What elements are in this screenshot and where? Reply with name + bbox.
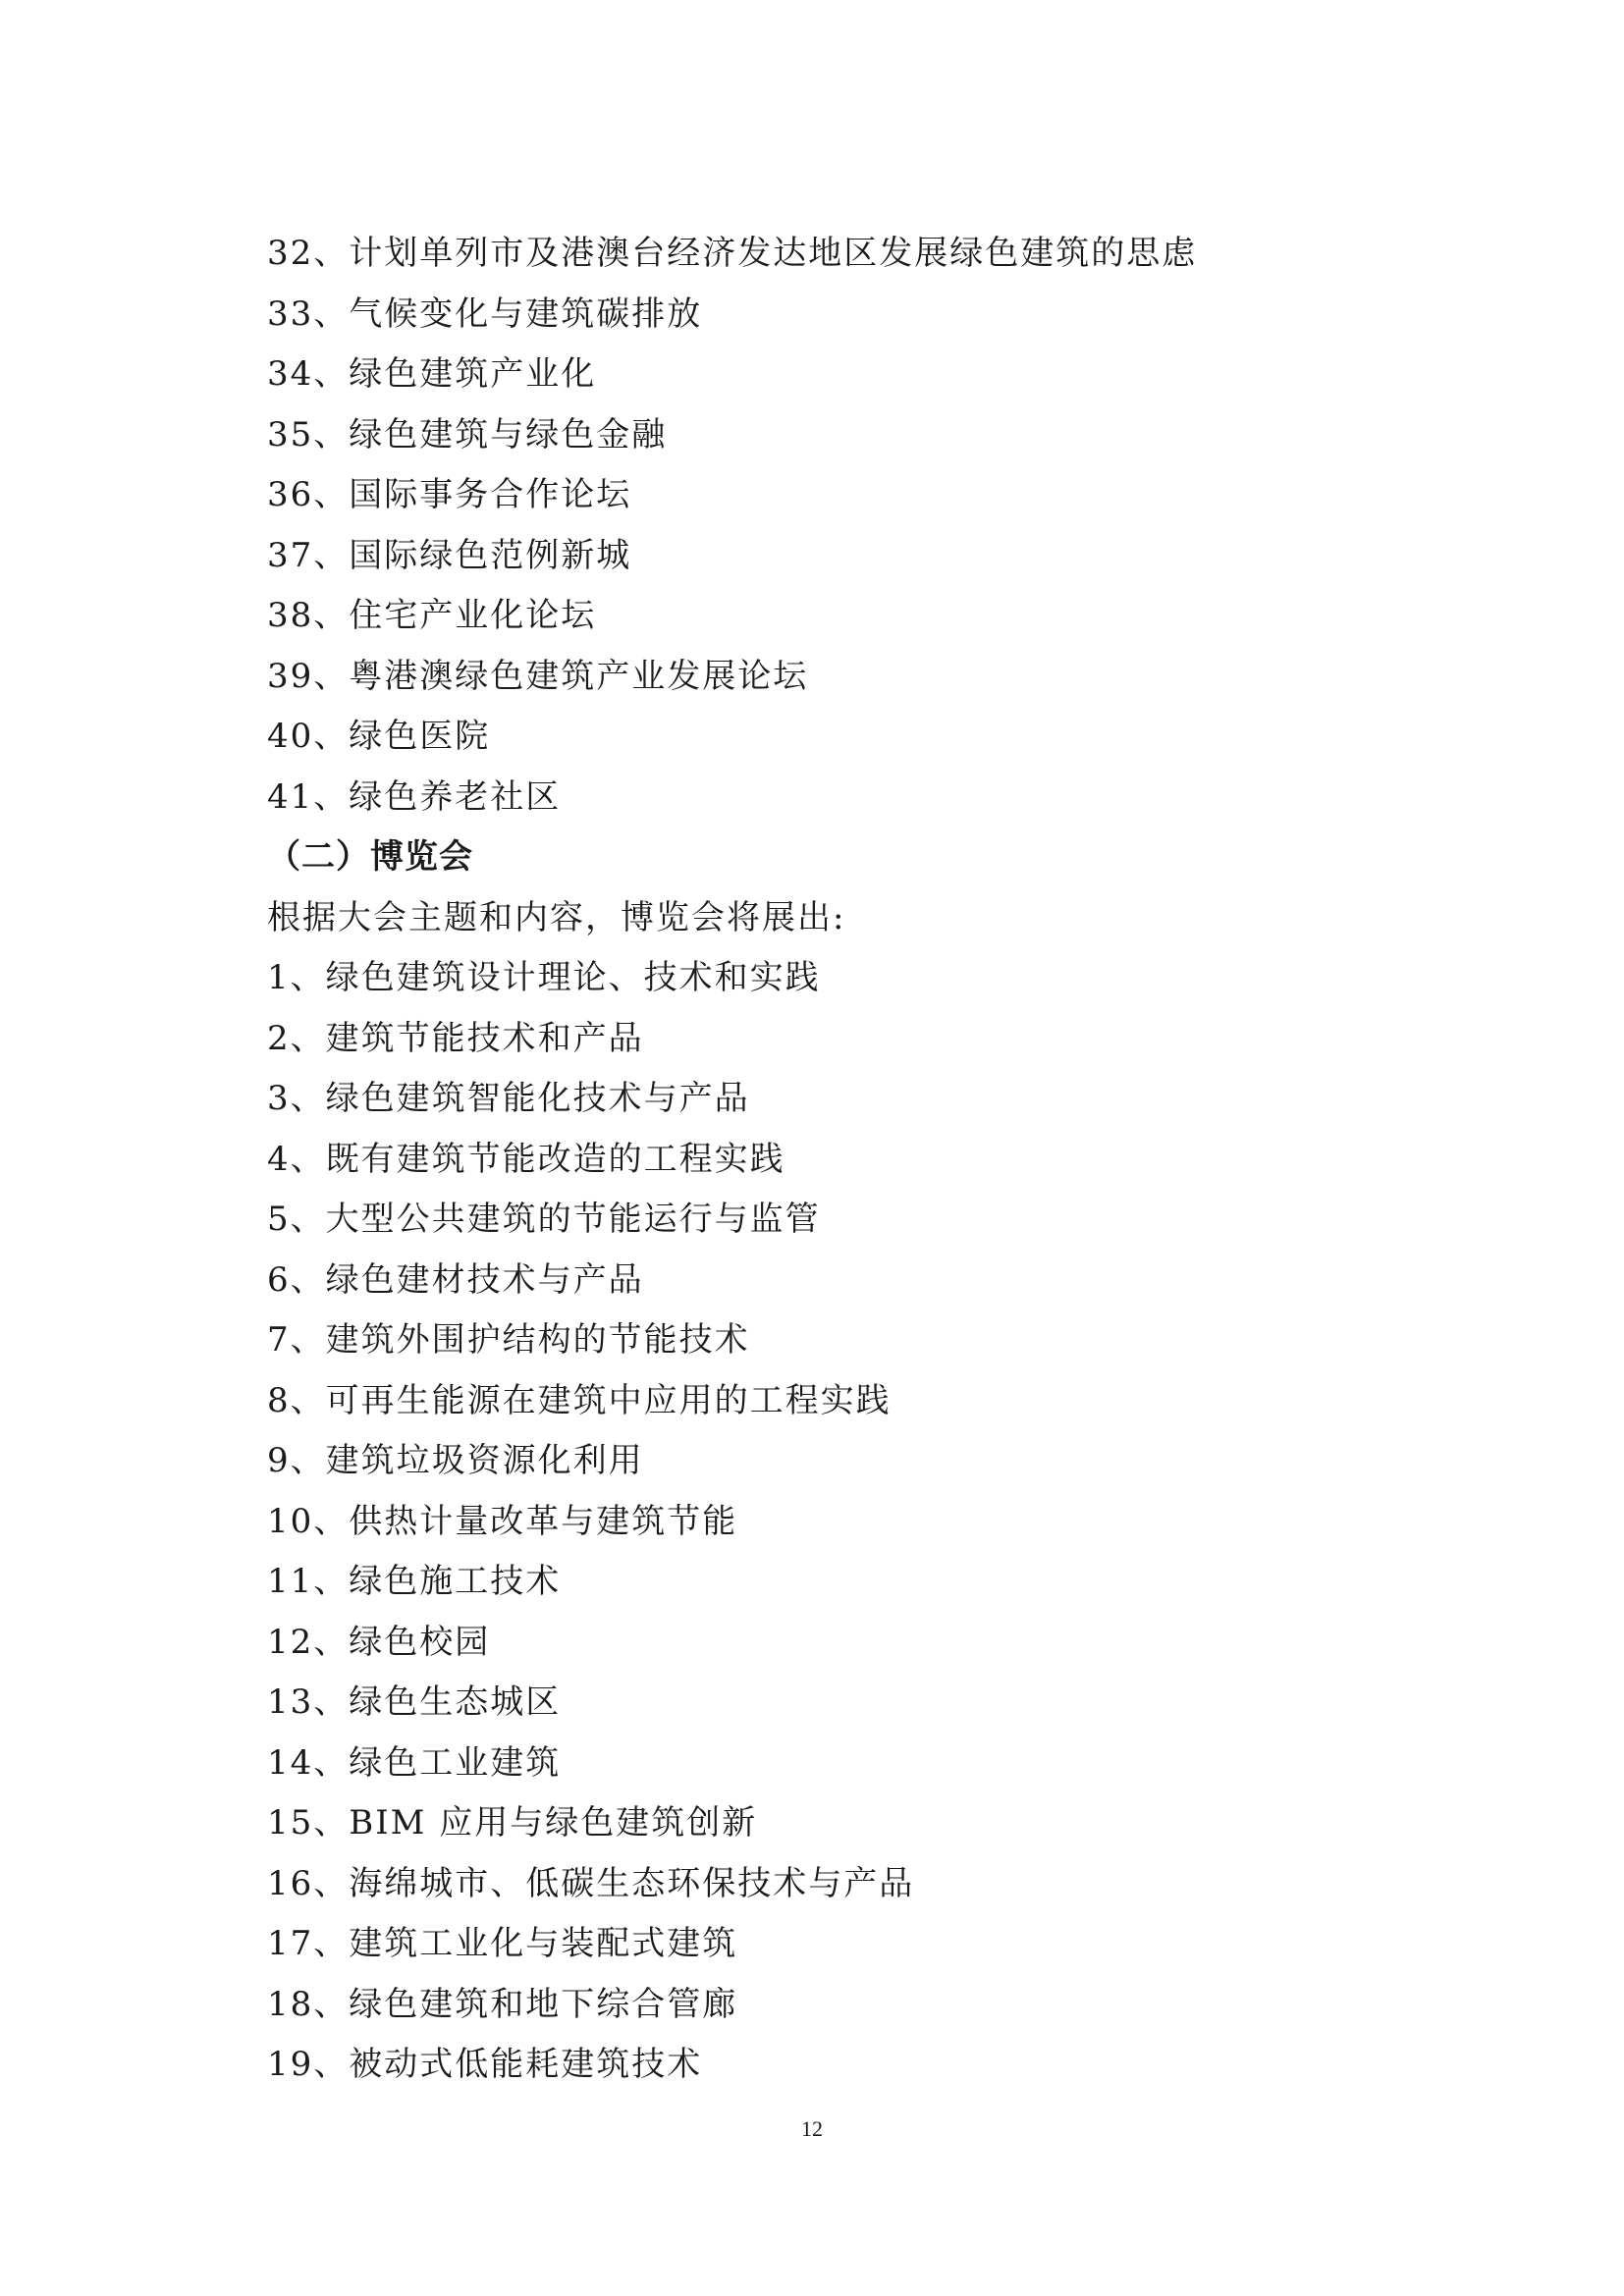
exhibition-list: [267, 948, 1377, 2096]
list-item: 6、绿色建材技术与产品: [267, 1259, 644, 1300]
list-item: 5、大型公共建筑的节能运行与监管: [267, 1200, 821, 1239]
list-item: 16、海绵城市、低碳生态环保技术与产品: [267, 1863, 915, 1903]
page-number: 12: [801, 2116, 823, 2141]
list-item: 19、被动式低能耗建筑技术: [267, 2045, 703, 2084]
list-item: 3、绿色建筑智能化技术与产品: [267, 1079, 750, 1118]
list-item: 35、绿色建筑与绿色金融: [267, 414, 668, 454]
section-heading: （二）博览会: [267, 837, 473, 877]
list-item: 4、既有建筑节能改造的工程实践: [267, 1139, 785, 1179]
list-item: 11、绿色施工技术: [267, 1562, 562, 1601]
list-item: 34、绿色建筑产业化: [267, 354, 597, 394]
list-item: 32、计划单列市及港澳台经济发达地区发展绿色建筑的思虑: [267, 234, 1198, 273]
list-item: 2、建筑节能技术和产品: [267, 1018, 644, 1058]
list-item: 36、国际事务合作论坛: [267, 475, 632, 514]
list-item: 13、绿色生态城区: [267, 1682, 562, 1722]
list-item: 8、可再生能源在建筑中应用的工程实践: [267, 1380, 892, 1420]
forum-list: [267, 224, 1377, 828]
list-item: 38、住宅产业化论坛: [267, 596, 597, 635]
list-item: 40、绿色医院: [267, 717, 491, 756]
list-item: 10、供热计量改革与建筑节能: [267, 1501, 738, 1541]
list-item: 39、粤港澳绿色建筑产业发展论坛: [267, 656, 809, 696]
page-body: [267, 224, 1377, 2096]
list-item: 15、BIM 应用与绿色建筑创新: [267, 1803, 758, 1842]
list-item: 1、绿色建筑设计理论、技术和实践: [267, 958, 821, 997]
list-item: 17、建筑工业化与装配式建筑: [267, 1924, 738, 1963]
list-item: 14、绿色工业建筑: [267, 1742, 562, 1783]
list-item: 12、绿色校园: [267, 1622, 491, 1662]
list-item: 9、建筑垃圾资源化利用: [267, 1441, 644, 1480]
list-item: 33、气候变化与建筑碳排放: [267, 294, 703, 334]
list-item: 7、建筑外围护结构的节能技术: [267, 1320, 750, 1360]
list-item: 18、绿色建筑和地下综合管廊: [267, 1984, 738, 2024]
list-item: 37、国际绿色范例新城: [267, 535, 632, 575]
section-intro: 根据大会主题和内容，博览会将展出:: [267, 897, 846, 937]
list-item: 41、绿色养老社区: [267, 776, 562, 817]
